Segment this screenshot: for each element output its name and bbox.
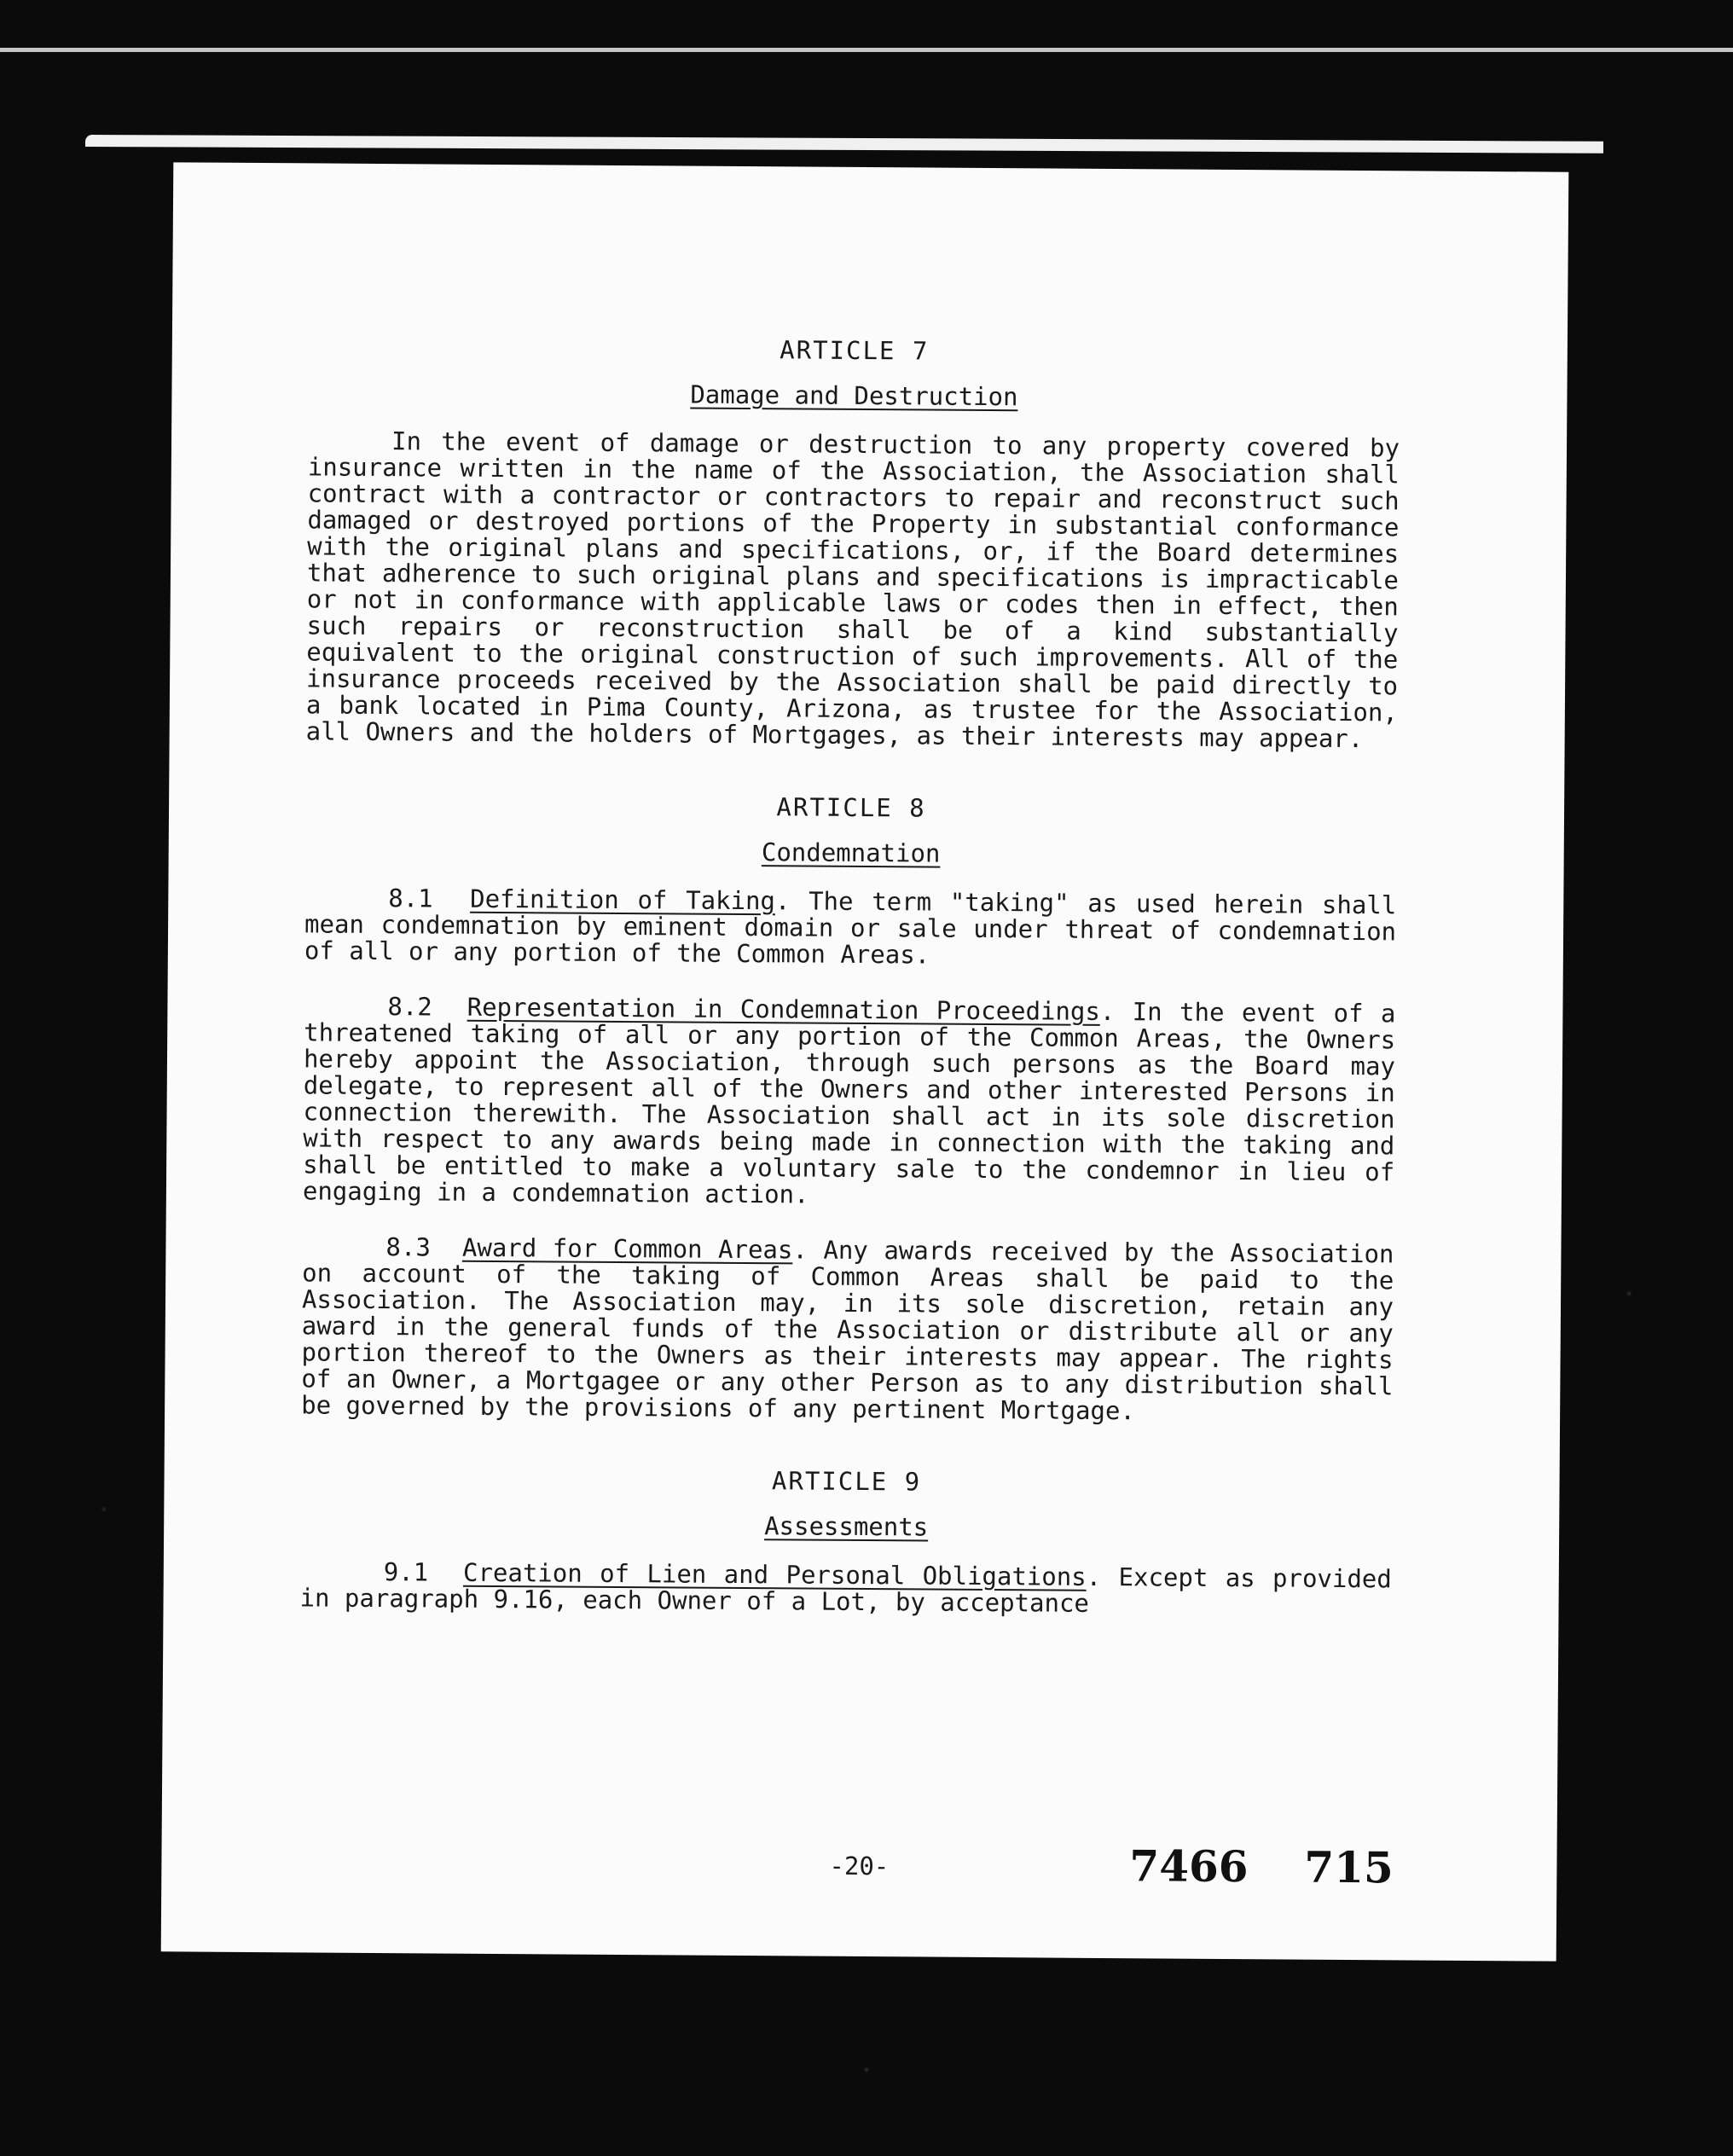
article-9-heading-text: Assessments	[764, 1511, 929, 1542]
document-page	[161, 162, 1569, 1961]
article-8-heading-text: Condemnation	[761, 837, 941, 868]
article-8-heading	[305, 836, 1397, 870]
article-7-body: In the event of damage or destruction to any property covered by insurance written in the name of the Association, the Association shall contract with a contractor or contractors to repair and reconstruct such damaged or destroyed portions of the Property in substantial conformance with the original plans and specifications, or, if the Board determines that adherence to such original plans and specifications is impracticable or not in conformance with applicable laws or codes then in effect, then such repairs or reconstruction shall be of a kind substantially equivalent to the original construction of such improvements. All of the insurance proceeds received by the Association shall be paid directly to a bank located in Pima County, Arizona, as trustee for the Association, all Owners and the holders of Mortgages, as their interests may appear.	[305, 426, 1400, 754]
section-9-1-body: . Except as provided in paragraph 9.16, each Owner of a Lot, by acceptance	[299, 1562, 1392, 1618]
section-8-1-number: 8.1	[388, 884, 433, 913]
section-9-1-title: Creation of Lien and Personal Obligations	[462, 1557, 1087, 1591]
article-7-heading	[308, 379, 1400, 413]
section-8-2	[303, 993, 1396, 1212]
section-8-1	[304, 884, 1397, 971]
article-9-title: ARTICLE 9	[771, 1466, 922, 1497]
article-8-title: ARTICLE 8	[776, 792, 926, 823]
section-8-1-title: Definition of Taking	[470, 884, 776, 916]
section-8-3-body: . Any awards received by the Association on account of the taking of Common Areas shall be paid to the Association. The Association may, in its sole discretion, retain any award in the general funds of the Association or distribute all or any portion thereof to the Owners as their interests may appear. The rights of an Owner, a Mortgagee or any other Person as to any distribution shall be governed by the provisions of any pertinent Mortgage.	[301, 1235, 1394, 1426]
section-8-3-title: Award for Common Areas	[461, 1232, 793, 1265]
scan-edge-line	[0, 48, 1733, 52]
section-8-3	[301, 1233, 1394, 1426]
page-number: -20-	[829, 1851, 890, 1881]
section-8-2-body: . In the event of a threatened taking of all or any portion of the Common Areas, the Owners hereby appoint the Association, through such persons as the Board may delegate, to represent all of the Owners and other interested Persons in connection therewith. The Association shall act in its sole discretion with respect to any awards being made in connection with the taking and shall be entitled to make a voluntary sale to the condemnor in lieu of engaging in a condemnation action.	[302, 996, 1396, 1209]
article-9-heading	[300, 1510, 1392, 1544]
section-8-1-body: . The term "taking" as used herein shall mean condemnation by eminent domain or sale under threat of condemnation of all or any portion of the Common Areas.	[304, 886, 1397, 970]
article-7-heading-text: Damage and Destruction	[690, 380, 1018, 412]
page-content	[299, 333, 1400, 1648]
recording-stamp-page: 715	[1304, 1841, 1394, 1893]
section-9-1	[299, 1558, 1391, 1619]
section-8-2-number: 8.2	[387, 992, 432, 1022]
section-8-2-title: Representation in Condemnation Proceedings	[467, 992, 1100, 1026]
recording-stamp-book: 7466	[1129, 1840, 1249, 1892]
article-7-title: ARTICLE 7	[780, 335, 930, 366]
section-9-1-number: 9.1	[383, 1557, 429, 1587]
section-8-3-number: 8.3	[385, 1232, 431, 1262]
